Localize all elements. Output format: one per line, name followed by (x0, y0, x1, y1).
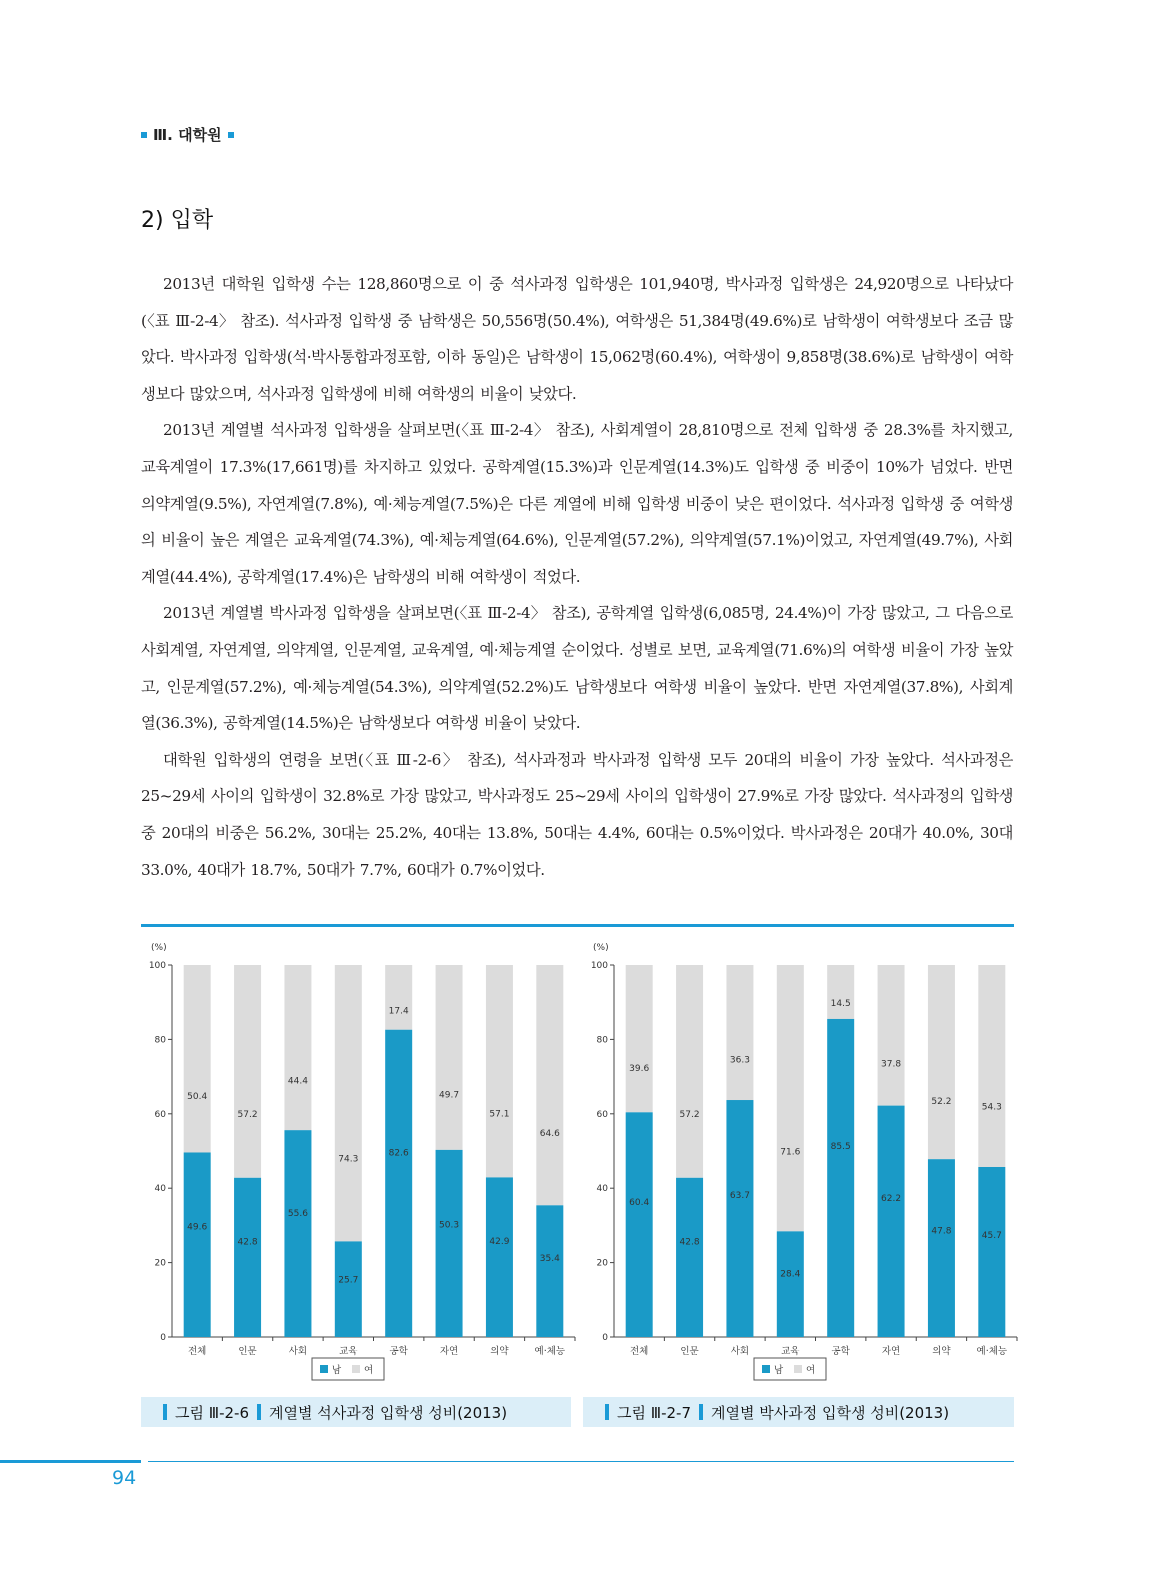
data-label-female: 44.4 (287, 1076, 308, 1087)
bar-female (184, 965, 211, 1152)
x-tick-label: 전체 (188, 1346, 207, 1357)
bar-male (335, 1241, 362, 1337)
data-label-female: 17.4 (388, 1006, 409, 1017)
chart-svg (141, 935, 576, 1385)
data-label-male: 47.8 (931, 1226, 952, 1237)
y-tick-label: 80 (154, 1035, 166, 1046)
data-label-female: 71.6 (780, 1147, 801, 1158)
x-tick-label: 예·체능 (976, 1346, 1008, 1357)
bar-female (234, 965, 261, 1178)
y-axis-unit: (%) (151, 943, 167, 953)
caption-bar-icon (163, 1404, 167, 1420)
section-title: 2) 입학 (141, 208, 214, 233)
paragraph: 2013년 대학원 입학생 수는 128,860명으로 이 중 석사과정 입학생은 101,940명, 박사과정 입학생은 24,920명으로 나타났다(〈표 Ⅲ-2-4〉 참조). 석사과정 입학생 중 남학생은 50,556명(50.4%), 여학생은 51,384명(49.6%)로 남학생이 여학생보다 조금 많았다. 박사과정 입학생(석·박사통합과정포함, 이하 동일)은 남학생이 15,062명(60.4%), 여학생이 9,858명(38.6%)로 남학생이 여학생보다 많았으며, 석사과정 입학생에 비해 여학생의 비율이 낮았다. (141, 275, 1013, 403)
x-tick-label: 의약 (932, 1346, 951, 1357)
paragraph: 2013년 계열별 박사과정 입학생을 살펴보면(〈표 Ⅲ-2-4〉 참조), 공학계열 입학생(6,085명, 24.4%)이 가장 많았고, 그 다음으로 사회계열, 자연계열, 의약계열, 인문계열, 교육계열, 예·체능계열 순이었다. 성별로 보면, 교육계열(71.6%)의 여학생 비율이 가장 높았고, 인문계열(57.2%), 예·체능계열(54.3%), 의약계열(52.2%)도 남학생보다 여학생 비율이 높았다. 반면 자연계열(37.8%), 사회계열(36.3%), 공학계열(14.5%)은 남학생보다 여학생 비율이 낮았다. (141, 604, 1013, 733)
data-label-male: 63.7 (729, 1190, 750, 1201)
data-label-male: 49.6 (187, 1222, 208, 1233)
y-tick-label: 20 (154, 1258, 166, 1269)
data-label-female: 57.1 (489, 1109, 510, 1120)
bar-female (928, 965, 955, 1159)
data-label-female: 57.2 (679, 1109, 700, 1120)
y-tick-label: 60 (596, 1109, 608, 1120)
legend-label-female: 여 (806, 1365, 816, 1376)
data-label-female: 57.2 (237, 1109, 258, 1120)
data-label-male: 35.4 (539, 1253, 560, 1264)
bar-female (827, 965, 854, 1019)
figure-caption-masters (141, 1397, 571, 1427)
y-tick-label: 0 (602, 1333, 608, 1343)
footer-rule (148, 1461, 1014, 1462)
y-tick-label: 100 (148, 961, 166, 971)
data-label-male: 42.8 (679, 1237, 700, 1248)
bar-male (184, 1152, 211, 1337)
data-label-male: 42.9 (489, 1237, 510, 1248)
bar-male (234, 1178, 261, 1337)
caption-bar-icon (605, 1404, 609, 1420)
x-tick-label: 사회 (288, 1346, 308, 1357)
data-label-male: 55.6 (287, 1208, 308, 1219)
data-label-male: 85.5 (830, 1142, 851, 1153)
bar-female (726, 965, 753, 1100)
data-label-male: 62.2 (881, 1194, 902, 1205)
legend-label-male: 남 (332, 1365, 342, 1376)
bar-male (284, 1130, 311, 1337)
doctoral-gender-ratio-chart (583, 935, 1018, 1385)
y-tick-label: 20 (596, 1258, 608, 1269)
data-label-male: 42.8 (237, 1237, 258, 1248)
figure-title: 계열별 석사과정 입학생 성비(2013) (269, 1403, 508, 1422)
x-tick-label: 자연 (439, 1346, 459, 1357)
page-number: 94 (112, 1467, 137, 1489)
y-tick-label: 40 (154, 1184, 166, 1195)
data-label-male: 50.3 (439, 1220, 460, 1231)
bar-male (436, 1150, 463, 1337)
bar-female (878, 965, 905, 1106)
x-tick-label: 공학 (831, 1346, 850, 1357)
bar-female (335, 965, 362, 1241)
legend-swatch-female (352, 1365, 360, 1373)
bar-female (978, 965, 1005, 1167)
bar-female (536, 965, 563, 1205)
x-tick-label: 공학 (389, 1346, 408, 1357)
paragraph: 2013년 계열별 석사과정 입학생을 살펴보면(〈표 Ⅲ-2-4〉 참조), 사회계열이 28,810명으로 전체 입학생 중 28.3%를 차지했고, 교육계열이 17.3%(17,661명)를 차지하고 있었다. 공학계열(15.3%)과 인문계열(14.3%)도 입학생 중 비중이 10%가 넘었다. 반면 의약계열(9.5%), 자연계열(7.8%), 예·체능계열(7.5%)은 다른 계열에 비해 입학생 비중이 낮은 편이었다. 석사과정 입학생 중 여학생의 비율이 높은 계열은 교육계열(74.3%), 예·체능계열(64.6%), 인문계열(57.2%), 의약계열(57.1%)이었고, 자연계열(49.7%), 사회계열(44.4%), 공학계열(17.4%)은 남학생의 비해 여학생이 적었다. (141, 421, 1013, 586)
x-tick-label: 인문 (238, 1346, 257, 1357)
x-tick-label: 전체 (630, 1346, 649, 1357)
bar-female (486, 965, 513, 1177)
bar-male (777, 1231, 804, 1337)
figure-caption-doctoral (583, 1397, 1014, 1427)
bar-male (726, 1100, 753, 1337)
bar-male (385, 1030, 412, 1337)
bullet-square-icon (141, 132, 147, 138)
bar-male (676, 1178, 703, 1337)
x-tick-label: 예·체능 (534, 1346, 566, 1357)
masters-gender-ratio-chart (141, 935, 576, 1385)
legend-label-female: 여 (364, 1365, 374, 1376)
figure-title: 계열별 박사과정 입학생 성비(2013) (711, 1403, 950, 1422)
data-label-male: 60.4 (629, 1198, 650, 1209)
bar-male (928, 1159, 955, 1337)
body-text (141, 266, 1013, 888)
bar-female (385, 965, 412, 1030)
data-label-female: 49.7 (439, 1090, 460, 1101)
bar-male (978, 1167, 1005, 1337)
legend-swatch-male (320, 1365, 328, 1373)
data-label-female: 36.3 (729, 1055, 750, 1066)
y-tick-label: 0 (160, 1333, 166, 1343)
bar-female (626, 965, 653, 1112)
data-label-female: 64.6 (539, 1129, 560, 1140)
bar-female (777, 965, 804, 1231)
data-label-male: 82.6 (388, 1148, 409, 1159)
y-tick-label: 40 (596, 1184, 608, 1195)
legend-swatch-female (794, 1365, 802, 1373)
x-tick-label: 인문 (680, 1346, 699, 1357)
caption-bar-icon (257, 1404, 261, 1420)
figure-number: 그림 Ⅲ-2-7 (617, 1403, 692, 1422)
data-label-male: 25.7 (338, 1275, 359, 1286)
data-label-female: 39.6 (629, 1064, 650, 1075)
bar-female (284, 965, 311, 1130)
y-tick-label: 100 (590, 961, 608, 971)
bar-male (827, 1019, 854, 1337)
data-label-female: 14.5 (830, 998, 851, 1009)
data-label-female: 52.2 (931, 1096, 952, 1107)
bar-male (536, 1205, 563, 1337)
data-label-female: 74.3 (338, 1154, 359, 1165)
footer-rule (0, 1460, 141, 1463)
x-tick-label: 교육 (781, 1346, 800, 1357)
x-tick-label: 교육 (339, 1346, 358, 1357)
chart-svg (583, 935, 1018, 1385)
legend-swatch-male (762, 1365, 770, 1373)
data-label-male: 28.4 (780, 1269, 801, 1280)
data-label-female: 54.3 (981, 1102, 1002, 1113)
x-tick-label: 사회 (730, 1346, 750, 1357)
x-tick-label: 의약 (490, 1346, 509, 1357)
bar-male (878, 1106, 905, 1337)
bar-male (486, 1177, 513, 1337)
paragraph: 대학원 입학생의 연령을 보면(〈표 Ⅲ-2-6〉 참조), 석사과정과 박사과정 입학생 모두 20대의 비율이 가장 높았다. 석사과정은 25~29세 사이의 입학생이 32.8%로 가장 많았고, 박사과정도 25~29세 사이의 입학생이 27.9%로 가장 많았다. 석사과정의 입학생 중 20대의 비중은 56.2%, 30대는 25.2%, 40대는 13.8%, 50대는 4.4%, 60대는 0.5%이었다. 박사과정은 20대가 40.0%, 30대 33.0%, 40대가 18.7%, 50대가 7.7%, 60대가 0.7%이었다. (141, 750, 1013, 879)
bar-female (676, 965, 703, 1178)
caption-bar-icon (699, 1404, 703, 1420)
y-axis-unit: (%) (593, 943, 609, 953)
bullet-square-icon (228, 132, 234, 138)
x-tick-label: 자연 (881, 1346, 901, 1357)
data-label-male: 45.7 (981, 1230, 1002, 1241)
chart-top-rule (141, 924, 1014, 927)
figure-number: 그림 Ⅲ-2-6 (175, 1403, 250, 1422)
legend-label-male: 남 (774, 1365, 784, 1376)
running-header-label: Ⅲ. 대학원 (153, 126, 222, 144)
data-label-female: 50.4 (187, 1092, 208, 1103)
bar-female (436, 965, 463, 1150)
running-header (141, 124, 234, 145)
bar-male (626, 1112, 653, 1337)
data-label-female: 37.8 (881, 1059, 902, 1070)
y-tick-label: 80 (596, 1035, 608, 1046)
y-tick-label: 60 (154, 1109, 166, 1120)
